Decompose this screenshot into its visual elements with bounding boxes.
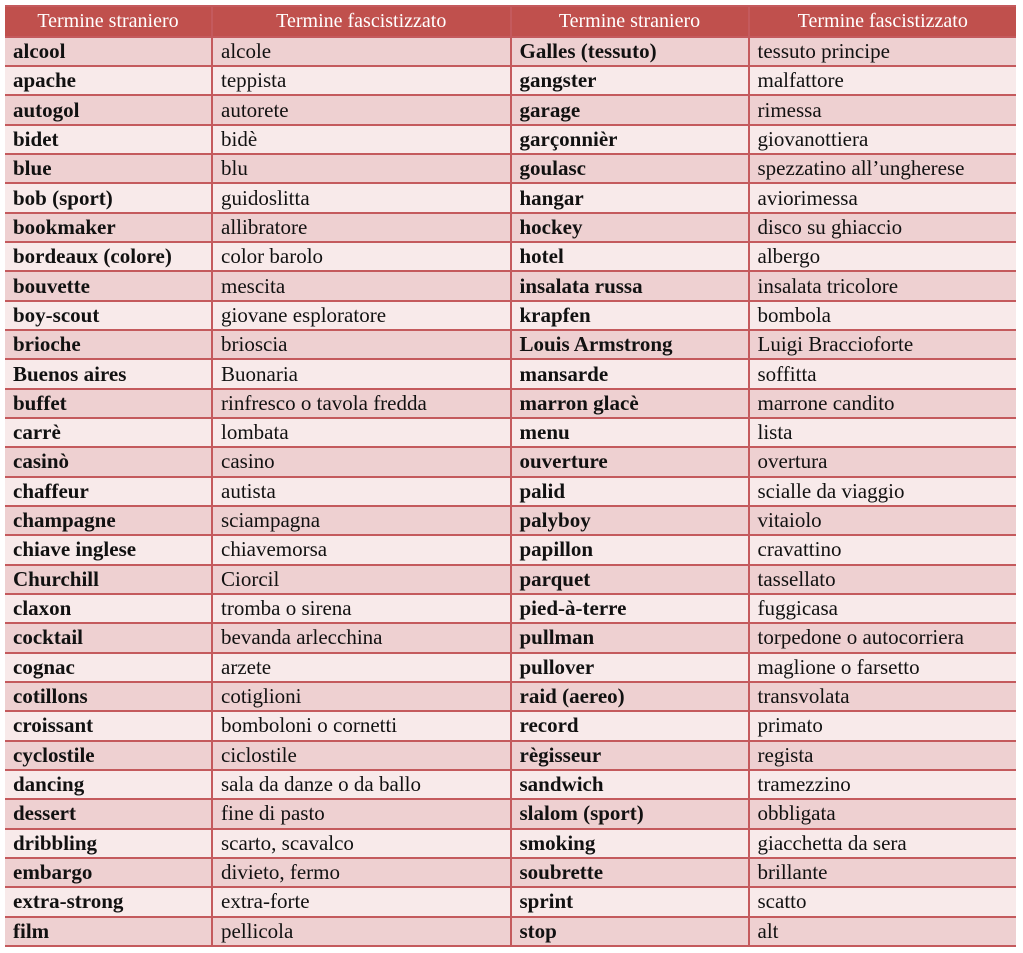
fascist-term-cell: torpedone o autocorriera (750, 624, 1017, 651)
header-fascist-term: Termine fascistizzato (750, 7, 1017, 36)
fascist-term-cell: color barolo (213, 243, 510, 270)
foreign-term-cell: mansarde (512, 360, 748, 387)
fascist-term-cell: transvolata (750, 683, 1017, 710)
fascist-term-cell: extra-forte (213, 888, 510, 915)
foreign-term-cell: buffet (5, 390, 211, 417)
foreign-term-cell: smoking (512, 830, 748, 857)
table-row (5, 830, 510, 857)
table-row (512, 67, 1017, 94)
table-row (5, 96, 510, 123)
table-row (512, 536, 1017, 563)
fascist-term-cell: alcole (213, 38, 510, 65)
table-row (512, 272, 1017, 299)
foreign-term-cell: chiave inglese (5, 536, 211, 563)
foreign-term-cell: pied-à-terre (512, 595, 748, 622)
fascist-term-cell: bevanda arlecchina (213, 624, 510, 651)
table-row (512, 654, 1017, 681)
foreign-term-cell: sandwich (512, 771, 748, 798)
table-row (512, 243, 1017, 270)
table-row (5, 448, 510, 475)
foreign-term-cell: krapfen (512, 302, 748, 329)
foreign-term-cell: sprint (512, 888, 748, 915)
fascist-term-cell: lista (750, 419, 1017, 446)
foreign-term-cell: gangster (512, 67, 748, 94)
header-row (512, 7, 1017, 36)
foreign-term-cell: hangar (512, 184, 748, 211)
table-row (512, 712, 1017, 739)
table-row (512, 742, 1017, 769)
fascist-term-cell: fuggicasa (750, 595, 1017, 622)
foreign-term-cell: croissant (5, 712, 211, 739)
table-row (512, 507, 1017, 534)
foreign-term-cell: cyclostile (5, 742, 211, 769)
fascist-term-cell: tramezzino (750, 771, 1017, 798)
table-row (512, 155, 1017, 182)
fascist-term-cell: insalata tricolore (750, 272, 1017, 299)
fascist-term-cell: cotiglioni (213, 683, 510, 710)
foreign-term-cell: parquet (512, 566, 748, 593)
table-row (512, 214, 1017, 241)
fascist-term-cell: vitaiolo (750, 507, 1017, 534)
table-row (5, 507, 510, 534)
table-row (5, 654, 510, 681)
fascist-term-cell: blu (213, 155, 510, 182)
foreign-term-cell: palid (512, 478, 748, 505)
foreign-term-cell: hockey (512, 214, 748, 241)
fascist-term-cell: cravattino (750, 536, 1017, 563)
foreign-term-cell: alcool (5, 38, 211, 65)
fascist-term-cell: brioscia (213, 331, 510, 358)
foreign-term-cell: bouvette (5, 272, 211, 299)
fascist-term-cell: soffitta (750, 360, 1017, 387)
fascist-term-cell: allibratore (213, 214, 510, 241)
table-row (5, 536, 510, 563)
fascist-term-cell: sala da danze o da ballo (213, 771, 510, 798)
foreign-term-cell: extra-strong (5, 888, 211, 915)
foreign-term-cell: carrè (5, 419, 211, 446)
foreign-term-cell: pullman (512, 624, 748, 651)
fascist-term-cell: obbligata (750, 800, 1017, 827)
table-row (5, 595, 510, 622)
table-row (512, 184, 1017, 211)
fascist-term-cell: casino (213, 448, 510, 475)
table-row (512, 302, 1017, 329)
foreign-term-cell: pullover (512, 654, 748, 681)
fascist-term-cell: maglione o farsetto (750, 654, 1017, 681)
table-row (5, 624, 510, 651)
fascist-term-cell: albergo (750, 243, 1017, 270)
table-row (5, 712, 510, 739)
table-row (5, 566, 510, 593)
table-row (512, 419, 1017, 446)
foreign-term-cell: Churchill (5, 566, 211, 593)
fascist-term-cell: spezzatino all’ungherese (750, 155, 1017, 182)
foreign-term-cell: ouverture (512, 448, 748, 475)
header-fascist-term: Termine fascistizzato (213, 7, 510, 36)
fascist-term-cell: scialle da viaggio (750, 478, 1017, 505)
table-row (512, 859, 1017, 886)
header-foreign-term: Termine straniero (5, 7, 211, 36)
table-row (512, 800, 1017, 827)
fascist-term-cell: tessuto principe (750, 38, 1017, 65)
foreign-term-cell: casinò (5, 448, 211, 475)
foreign-term-cell: boy-scout (5, 302, 211, 329)
table-row (512, 683, 1017, 710)
fascist-term-cell: teppista (213, 67, 510, 94)
fascist-term-cell: Ciorcil (213, 566, 510, 593)
fascist-term-cell: marrone candito (750, 390, 1017, 417)
table-row (512, 448, 1017, 475)
fascist-term-cell: aviorimessa (750, 184, 1017, 211)
table-row (5, 419, 510, 446)
fascist-term-cell: regista (750, 742, 1017, 769)
fascist-term-cell: autista (213, 478, 510, 505)
fascist-term-cell: alt (750, 918, 1017, 945)
foreign-term-cell: chaffeur (5, 478, 211, 505)
fascist-term-cell: fine di pasto (213, 800, 510, 827)
foreign-term-cell: bordeaux (colore) (5, 243, 211, 270)
foreign-term-cell: insalata russa (512, 272, 748, 299)
fascist-term-cell: guidoslitta (213, 184, 510, 211)
foreign-term-cell: papillon (512, 536, 748, 563)
table-row (5, 478, 510, 505)
table-row (512, 478, 1017, 505)
fascist-term-cell: brillante (750, 859, 1017, 886)
fascist-term-cell: pellicola (213, 918, 510, 945)
foreign-term-cell: goulasc (512, 155, 748, 182)
table-row (5, 918, 510, 945)
foreign-term-cell: dribbling (5, 830, 211, 857)
table-row (5, 390, 510, 417)
table-row (512, 888, 1017, 915)
table-row (512, 771, 1017, 798)
fascist-term-cell: bomboloni o cornetti (213, 712, 510, 739)
fascist-term-cell: autorete (213, 96, 510, 123)
table-row (5, 155, 510, 182)
fascist-term-cell: tassellato (750, 566, 1017, 593)
fascist-term-cell: divieto, fermo (213, 859, 510, 886)
foreign-term-cell: hotel (512, 243, 748, 270)
fascist-term-cell: giovane esploratore (213, 302, 510, 329)
foreign-term-cell: règisseur (512, 742, 748, 769)
foreign-term-cell: bookmaker (5, 214, 211, 241)
fascist-term-cell: bombola (750, 302, 1017, 329)
header-row (5, 7, 510, 36)
fascist-term-cell: ciclostile (213, 742, 510, 769)
table-row (512, 624, 1017, 651)
table-row (512, 566, 1017, 593)
fascist-term-cell: disco su ghiaccio (750, 214, 1017, 241)
foreign-term-cell: marron glacè (512, 390, 748, 417)
foreign-term-cell: raid (aereo) (512, 683, 748, 710)
table-row (5, 331, 510, 358)
foreign-term-cell: garage (512, 96, 748, 123)
table-row (512, 595, 1017, 622)
table-row (512, 390, 1017, 417)
table-row (512, 96, 1017, 123)
fascist-term-cell: tromba o sirena (213, 595, 510, 622)
header-foreign-term: Termine straniero (512, 7, 748, 36)
table-row (5, 214, 510, 241)
foreign-term-cell: cocktail (5, 624, 211, 651)
foreign-term-cell: soubrette (512, 859, 748, 886)
fascist-term-cell: scatto (750, 888, 1017, 915)
table-row (5, 742, 510, 769)
table-row (512, 331, 1017, 358)
foreign-term-cell: menu (512, 419, 748, 446)
table-row (512, 830, 1017, 857)
foreign-term-cell: dancing (5, 771, 211, 798)
fascist-term-cell: mescita (213, 272, 510, 299)
table-right-half (512, 7, 1017, 945)
table-row (5, 859, 510, 886)
foreign-term-cell: bidet (5, 126, 211, 153)
fascist-term-cell: chiavemorsa (213, 536, 510, 563)
fascist-term-cell: arzete (213, 654, 510, 681)
table-row (5, 38, 510, 65)
foreign-term-cell: blue (5, 155, 211, 182)
fascist-term-cell: rinfresco o tavola fredda (213, 390, 510, 417)
foreign-term-cell: film (5, 918, 211, 945)
table-row (5, 683, 510, 710)
table-row (5, 302, 510, 329)
foreign-term-cell: embargo (5, 859, 211, 886)
foreign-term-cell: brioche (5, 331, 211, 358)
table-row (5, 67, 510, 94)
fascist-term-cell: Buonaria (213, 360, 510, 387)
word-table (5, 5, 1016, 947)
foreign-term-cell: record (512, 712, 748, 739)
fascist-term-cell: overtura (750, 448, 1017, 475)
table-row (512, 360, 1017, 387)
table-row (5, 771, 510, 798)
fascist-term-cell: malfattore (750, 67, 1017, 94)
foreign-term-cell: claxon (5, 595, 211, 622)
fascist-term-cell: primato (750, 712, 1017, 739)
fascist-term-cell: lombata (213, 419, 510, 446)
foreign-term-cell: dessert (5, 800, 211, 827)
table-row (512, 126, 1017, 153)
fascist-term-cell: bidè (213, 126, 510, 153)
foreign-term-cell: palyboy (512, 507, 748, 534)
foreign-term-cell: stop (512, 918, 748, 945)
fascist-term-cell: Luigi Braccioforte (750, 331, 1017, 358)
table-row (512, 38, 1017, 65)
foreign-term-cell: cognac (5, 654, 211, 681)
table-row (5, 184, 510, 211)
table-row (5, 360, 510, 387)
fascist-term-cell: rimessa (750, 96, 1017, 123)
table-left-half (5, 7, 510, 945)
foreign-term-cell: Buenos aires (5, 360, 211, 387)
fascist-term-cell: giovanottiera (750, 126, 1017, 153)
foreign-term-cell: Louis Armstrong (512, 331, 748, 358)
fascist-term-cell: sciampagna (213, 507, 510, 534)
foreign-term-cell: apache (5, 67, 211, 94)
foreign-term-cell: garçonnièr (512, 126, 748, 153)
foreign-term-cell: autogol (5, 96, 211, 123)
table-row (5, 800, 510, 827)
table-row (5, 272, 510, 299)
table-row (5, 888, 510, 915)
fascist-term-cell: scarto, scavalco (213, 830, 510, 857)
table-row (5, 126, 510, 153)
foreign-term-cell: bob (sport) (5, 184, 211, 211)
foreign-term-cell: champagne (5, 507, 211, 534)
foreign-term-cell: cotillons (5, 683, 211, 710)
table-row (5, 243, 510, 270)
foreign-term-cell: Galles (tessuto) (512, 38, 748, 65)
foreign-term-cell: slalom (sport) (512, 800, 748, 827)
table-row (512, 918, 1017, 945)
fascist-term-cell: giacchetta da sera (750, 830, 1017, 857)
